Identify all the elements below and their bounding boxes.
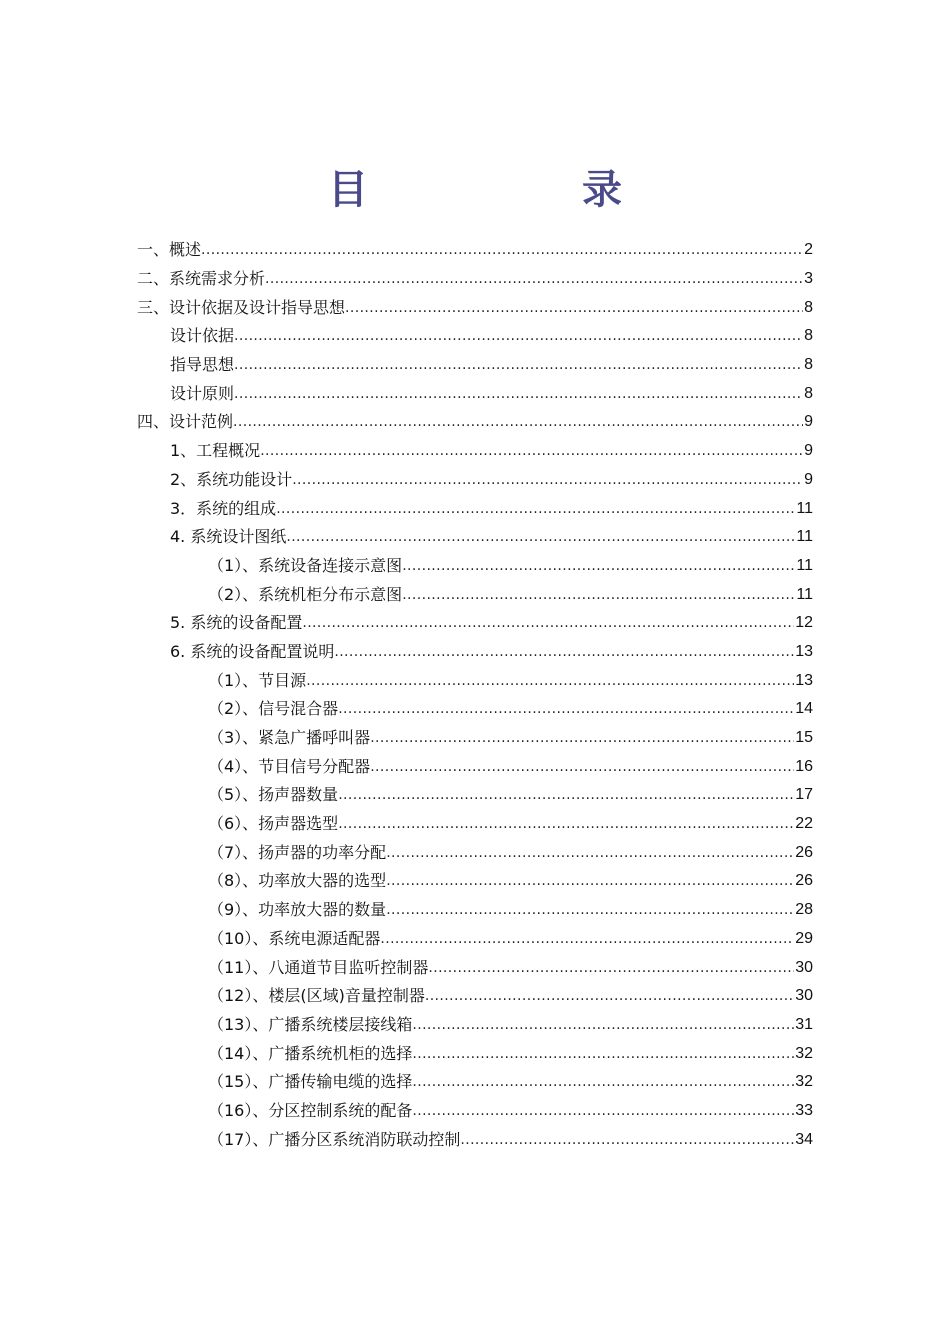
toc-entry-text: （3）、紧急广播呼叫器 <box>208 728 371 748</box>
toc-entry[interactable] <box>0 695 813 724</box>
toc-dot-leader <box>412 1101 794 1121</box>
toc-dot-leader <box>265 269 803 289</box>
toc-entry[interactable] <box>0 1125 813 1154</box>
toc-entry[interactable] <box>0 896 813 925</box>
toc-page-number: 11 <box>796 499 813 517</box>
toc-page-number: 26 <box>795 872 813 890</box>
toc-entry[interactable] <box>0 1011 813 1040</box>
toc-entry[interactable] <box>0 523 813 552</box>
toc-page-number: 31 <box>795 1015 813 1033</box>
toc-entry-text: 一、概述 <box>137 240 202 260</box>
toc-page-number: 33 <box>795 1101 813 1119</box>
toc-entry-text: （7）、扬声器的功率分配 <box>208 842 387 862</box>
toc-entry[interactable] <box>0 408 813 437</box>
toc-entry-text: 指导思想 <box>170 355 235 375</box>
toc-page-number: 9 <box>804 470 813 488</box>
toc-entry[interactable] <box>0 1097 813 1126</box>
toc-entry-text: （17）、广播分区系统消防联动控制 <box>208 1129 461 1149</box>
toc-entry-text: （9）、功率放大器的数量 <box>208 900 387 920</box>
toc-entry[interactable] <box>0 437 813 466</box>
toc-entry-text: （1）、节目源 <box>208 670 307 690</box>
toc-entry-text: （14）、广播系统机柜的选择 <box>208 1043 413 1063</box>
toc-dot-leader <box>201 240 803 260</box>
toc-page-number: 8 <box>804 298 813 316</box>
toc-page-number: 26 <box>795 843 813 861</box>
toc-entry[interactable] <box>0 982 813 1011</box>
toc-entry-text: （2）、信号混合器 <box>208 699 339 719</box>
toc-entry-text: （1）、系统设备连接示意图 <box>208 555 403 575</box>
toc-dot-leader <box>286 527 795 547</box>
toc-entry[interactable] <box>0 265 813 294</box>
toc-entry-text: 三、设计依据及设计指导思想 <box>137 297 346 317</box>
toc-entry[interactable] <box>0 953 813 982</box>
toc-entry[interactable] <box>0 293 813 322</box>
toc-entry[interactable] <box>0 466 813 495</box>
toc-entry[interactable] <box>0 494 813 523</box>
toc-dot-leader <box>370 757 794 777</box>
toc-dot-leader <box>402 585 795 605</box>
toc-page-number: 3 <box>804 270 813 288</box>
toc-entry[interactable] <box>0 838 813 867</box>
toc-entry[interactable] <box>0 1068 813 1097</box>
toc-dot-leader <box>460 1130 794 1150</box>
toc-entry[interactable] <box>0 925 813 954</box>
toc-page-number: 14 <box>795 700 813 718</box>
toc-entry-text: （12）、楼层(区域)音量控制器 <box>208 986 425 1006</box>
toc-entry-text: 设计原则 <box>170 383 235 403</box>
toc-dot-leader <box>234 355 803 375</box>
toc-page-number: 2 <box>804 241 813 259</box>
toc-entry-text: 四、设计范例 <box>137 412 234 432</box>
toc-entry-text: （16）、分区控制系统的配备 <box>208 1100 413 1120</box>
toc-page-number: 9 <box>804 413 813 431</box>
toc-dot-leader <box>386 843 794 863</box>
toc-entry[interactable] <box>0 379 813 408</box>
toc-dot-leader <box>338 814 794 834</box>
toc-page-number: 32 <box>795 1073 813 1091</box>
toc-dot-leader <box>234 384 803 404</box>
toc-dot-leader <box>380 929 794 949</box>
toc-entry-text: 设计依据 <box>170 326 235 346</box>
toc-page-number: 22 <box>795 815 813 833</box>
toc-entry[interactable] <box>0 552 813 581</box>
toc-title: 目 录 <box>328 167 722 213</box>
toc-dot-leader <box>386 871 794 891</box>
toc-dot-leader <box>425 986 794 1006</box>
toc-entry-text: （4）、节目信号分配器 <box>208 756 371 776</box>
toc-page-number: 8 <box>804 356 813 374</box>
toc-page-number: 28 <box>795 901 813 919</box>
toc-entry-text: （13）、广播系统楼层接线箱 <box>208 1014 413 1034</box>
toc-page-number: 11 <box>796 585 813 603</box>
toc-page-number: 13 <box>795 642 813 660</box>
toc-entry[interactable] <box>0 236 813 265</box>
toc-dot-leader <box>412 1044 794 1064</box>
toc-dot-leader <box>402 556 795 576</box>
toc-dot-leader <box>292 470 803 490</box>
toc-entry-text: （11）、八通道节目监听控制器 <box>208 957 429 977</box>
toc-page-number: 16 <box>795 757 813 775</box>
toc-entry[interactable] <box>0 752 813 781</box>
toc-entry[interactable] <box>0 810 813 839</box>
toc-entry[interactable] <box>0 322 813 351</box>
toc-page-number: 15 <box>795 729 813 747</box>
toc-page-number: 34 <box>795 1130 813 1148</box>
toc-dot-leader <box>260 441 803 461</box>
toc-entry[interactable] <box>0 580 813 609</box>
toc-entry[interactable] <box>0 1039 813 1068</box>
toc-dot-leader <box>334 642 794 662</box>
toc-dot-leader <box>386 900 794 920</box>
toc-page-number: 32 <box>795 1044 813 1062</box>
toc-entry[interactable] <box>0 666 813 695</box>
table-of-contents <box>0 236 950 1154</box>
toc-entry-text: （5）、扬声器数量 <box>208 785 339 805</box>
toc-dot-leader <box>306 671 794 691</box>
toc-entry-text: （2）、系统机柜分布示意图 <box>208 584 403 604</box>
toc-page-number: 29 <box>795 929 813 947</box>
toc-entry-text: 二、系统需求分析 <box>137 269 266 289</box>
toc-entry-text: （6）、扬声器选型 <box>208 814 339 834</box>
toc-dot-leader <box>370 728 794 748</box>
toc-dot-leader <box>338 785 794 805</box>
toc-page-number: 9 <box>804 442 813 460</box>
toc-entry[interactable] <box>0 351 813 380</box>
toc-dot-leader <box>338 699 794 719</box>
toc-entry-text: （8）、功率放大器的选型 <box>208 871 387 891</box>
toc-entry-text: 5. 系统的设备配置 <box>170 613 303 633</box>
toc-page-number: 12 <box>795 614 813 632</box>
toc-entry[interactable] <box>0 724 813 753</box>
toc-page-number: 8 <box>804 327 813 345</box>
toc-dot-leader <box>412 1072 794 1092</box>
toc-entry[interactable] <box>0 638 813 667</box>
toc-dot-leader <box>276 499 795 519</box>
toc-page-number: 13 <box>795 671 813 689</box>
toc-entry[interactable] <box>0 609 813 638</box>
toc-entry-text: （15）、广播传输电缆的选择 <box>208 1072 413 1092</box>
toc-dot-leader <box>345 298 803 318</box>
toc-entry-text: 1、工程概况 <box>170 441 261 461</box>
toc-dot-leader <box>233 412 803 432</box>
toc-page-number: 30 <box>795 958 813 976</box>
toc-entry-text: 3．系统的组成 <box>170 498 277 518</box>
toc-dot-leader <box>302 613 794 633</box>
toc-entry-text: 6. 系统的设备配置说明 <box>170 641 335 661</box>
toc-entry-text: 4. 系统设计图纸 <box>170 527 287 547</box>
toc-entry[interactable] <box>0 781 813 810</box>
toc-entry-text: 2、系统功能设计 <box>170 469 293 489</box>
toc-page-number: 8 <box>804 384 813 402</box>
toc-dot-leader <box>234 326 803 346</box>
toc-dot-leader <box>412 1015 794 1035</box>
toc-page-number: 11 <box>796 556 813 574</box>
toc-page-number: 17 <box>795 786 813 804</box>
toc-page-number: 11 <box>796 528 813 546</box>
toc-dot-leader <box>428 958 794 978</box>
toc-page-number: 30 <box>795 987 813 1005</box>
toc-entry-text: （10）、系统电源适配器 <box>208 928 381 948</box>
toc-entry[interactable] <box>0 867 813 896</box>
